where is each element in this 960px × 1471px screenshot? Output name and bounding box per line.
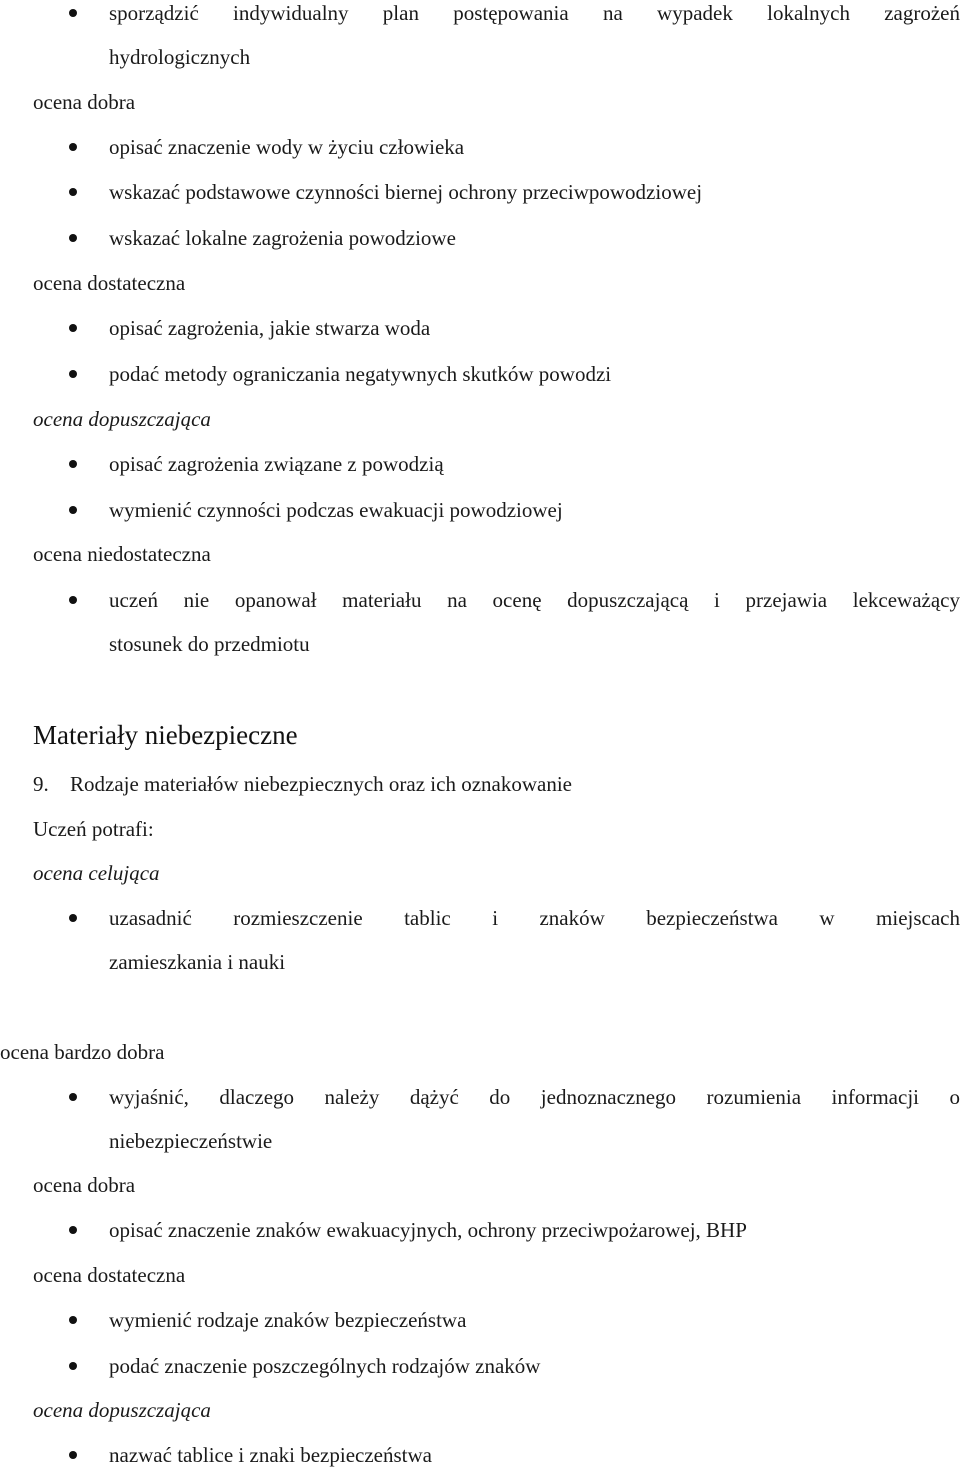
- list-item-text: opisać znaczenie znaków ewakuacyjnych, ochrony przeciwpożarowej, BHP: [109, 1218, 747, 1242]
- list-item-text-continued: stosunek do przedmiotu: [109, 632, 310, 656]
- bullet-icon: [69, 460, 77, 468]
- list-item-text: opisać znaczenie wody w życiu człowieka: [109, 135, 465, 159]
- list-item-text: uczeń nie opanował materiału na ocenę dopuszczającą i przejawia lekceważący: [109, 588, 960, 612]
- topic-title: Rodzaje materiałów niebezpiecznych oraz ich oznakowanie: [70, 772, 573, 796]
- grade-heading-bardzo-dobra: ocena bardzo dobra: [0, 1040, 165, 1064]
- grade-heading-dostateczna: ocena dostateczna: [33, 271, 186, 295]
- list-item-text-continued: zamieszkania i nauki: [109, 950, 286, 974]
- list-item-text: podać znaczenie poszczególnych rodzajów znaków: [109, 1354, 541, 1378]
- bullet-icon: [69, 370, 77, 378]
- list-item-text: opisać zagrożenia, jakie stwarza woda: [109, 316, 431, 340]
- list-item-text: uzasadnić rozmieszczenie tablic i znaków bezpieczeństwa w miejscach: [109, 906, 960, 930]
- bullet-icon: [69, 1451, 77, 1459]
- section-heading: Materiały niebezpieczne: [33, 720, 298, 750]
- bullet-icon: [69, 914, 77, 922]
- bullet-icon: [69, 1362, 77, 1370]
- intro-text: Uczeń potrafi:: [33, 817, 154, 841]
- list-item-text: wskazać lokalne zagrożenia powodziowe: [109, 226, 456, 250]
- topic-number: 9.: [33, 772, 49, 796]
- grade-heading-celujaca: ocena celująca: [33, 861, 160, 885]
- list-item-text-continued: hydrologicznych: [109, 45, 251, 69]
- list-item-text: wskazać podstawowe czynności biernej ochrony przeciwpowodziowej: [109, 180, 703, 204]
- list-item-text: nazwać tablice i znaki bezpieczeństwa: [109, 1443, 432, 1467]
- grade-heading-dopuszczajaca: ocena dopuszczająca: [33, 1398, 211, 1422]
- bullet-icon: [69, 188, 77, 196]
- bullet-icon: [69, 143, 77, 151]
- bullet-icon: [69, 596, 77, 604]
- bullet-icon: [69, 506, 77, 514]
- grade-heading-dostateczna: ocena dostateczna: [33, 1263, 186, 1287]
- list-item-text: opisać zagrożenia związane z powodzią: [109, 452, 444, 476]
- list-item-text: wymienić czynności podczas ewakuacji powodziowej: [109, 498, 563, 522]
- list-item-text: sporządzić indywidualny plan postępowania na wypadek lokalnych zagrożeń: [109, 1, 960, 25]
- list-item-text: podać metody ograniczania negatywnych skutków powodzi: [109, 362, 612, 386]
- bullet-icon: [69, 9, 77, 17]
- bullet-icon: [69, 324, 77, 332]
- bullet-icon: [69, 1316, 77, 1324]
- grade-heading-niedostateczna: ocena niedostateczna: [33, 542, 211, 566]
- bullet-icon: [69, 1093, 77, 1101]
- grade-heading-dobra: ocena dobra: [33, 90, 136, 114]
- bullet-icon: [69, 1226, 77, 1234]
- grade-heading-dobra: ocena dobra: [33, 1173, 136, 1197]
- list-item-text: wymienić rodzaje znaków bezpieczeństwa: [109, 1308, 467, 1332]
- grade-heading-dopuszczajaca: ocena dopuszczająca: [33, 407, 211, 431]
- list-item-text-continued: niebezpieczeństwie: [109, 1129, 273, 1153]
- list-item-text: wyjaśnić, dlaczego należy dążyć do jednoznacznego rozumienia informacji o: [109, 1085, 960, 1109]
- bullet-icon: [69, 234, 77, 242]
